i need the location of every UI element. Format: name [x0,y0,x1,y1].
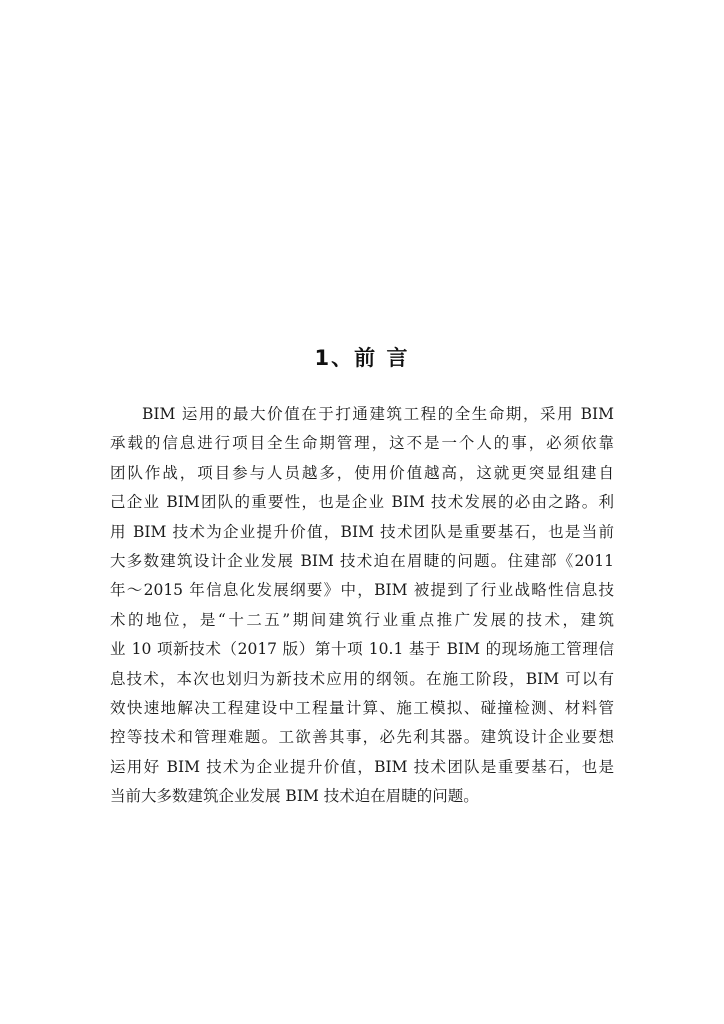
paragraph-line: 己企业 BIM团队的重要性，也是企业 BIM 技术发展的必由之路。利 [110,493,614,512]
paragraph-line: 运用好 BIM 技术为企业提升价值，BIM 技术团队是重要基石，也是 [110,757,614,776]
paragraph-line: 大多数建筑设计企业发展 BIM 技术迫在眉睫的问题。住建部《2011 [110,551,614,570]
paragraph-line: 年～2015 年信息化发展纲要》中，BIM 被提到了行业战略性信息技 [110,581,614,600]
paragraph-line: 术的地位，是“十二五”期间建筑行业重点推广发展的技术，建筑 [110,610,614,629]
paragraph-line: 用 BIM 技术为企业提升价值，BIM 技术团队是重要基石，也是当前 [110,522,614,541]
paragraph-line: 业 10 项新技术（2017 版）第十项 10.1 基于 BIM 的现场施工管理信 [110,640,614,659]
section-title: 1、前 言 [314,346,410,370]
paragraph-line: 控等技术和管理难题。工欲善其事，必先利其器。建筑设计企业要想 [110,728,614,747]
body-paragraph [110,400,614,811]
paragraph-line: 当前大多数建筑企业发展 BIM 技术迫在眉睫的问题。 [110,787,479,806]
paragraph-line: 承载的信息进行项目全生命期管理，这不是一个人的事，必须依靠 [110,434,614,453]
paragraph-line: BIM 运用的最大价值在于打通建筑工程的全生命期，采用 BIM [142,405,614,423]
paragraph-line: 息技术，本次也划归为新技术应用的纲领。在施工阶段，BIM 可以有 [110,669,614,688]
paragraph-line: 效快速地解决工程建设中工程量计算、施工模拟、碰撞检测、材料管 [110,698,614,717]
paragraph-line: 团队作战，项目参与人员越多，使用价值越高，这就更突显组建自 [110,463,614,482]
